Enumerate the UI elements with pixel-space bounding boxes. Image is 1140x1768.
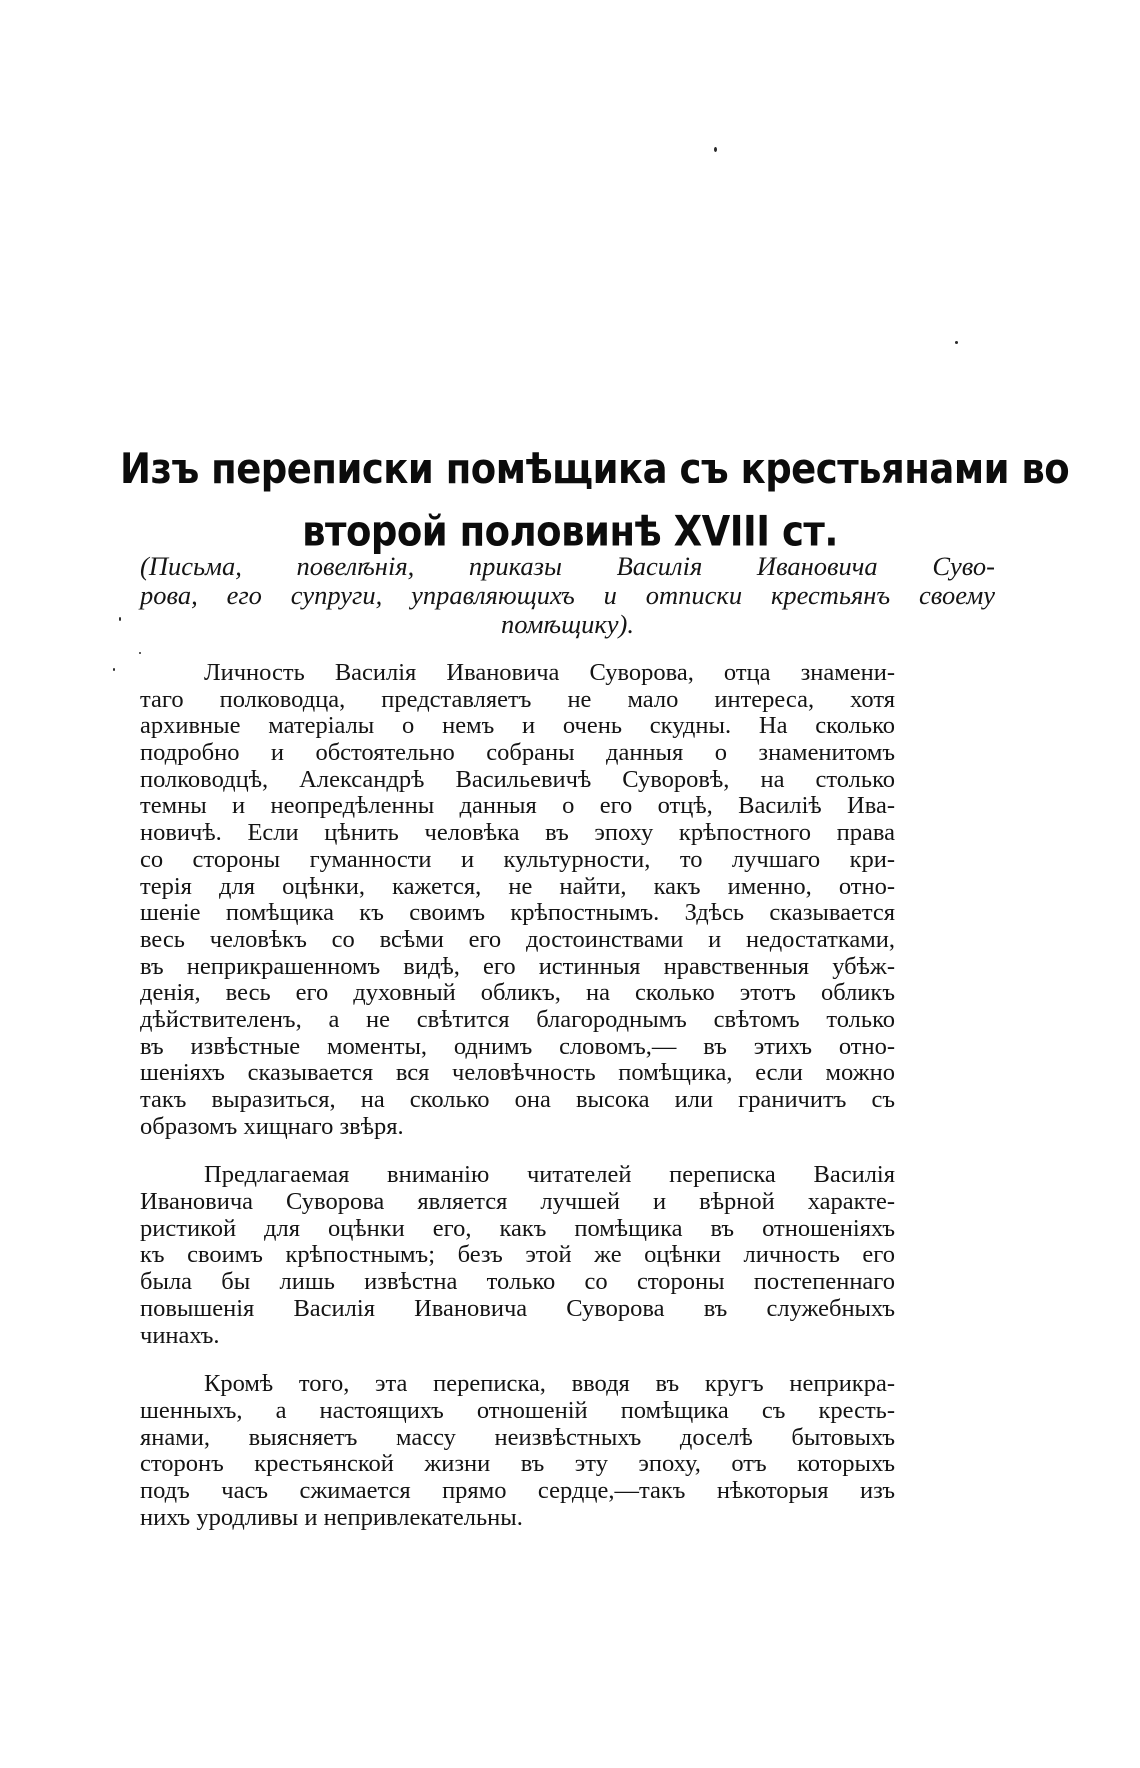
subtitle-line: рова, его супруги, управляющихъ и отписки крестьянъ своему	[140, 580, 995, 610]
text-line: терія для оцѣнки, кажется, не найти, какъ именно, отно-	[140, 872, 895, 900]
scan-speck	[955, 341, 958, 344]
text-line: со стороны гуманности и культурности, то лучшаго кри-	[140, 845, 895, 873]
text-line: сторонъ крестьянской жизни въ эту эпоху, отъ которыхъ	[140, 1450, 895, 1478]
text-line: такъ выразиться, на сколько она высока или граничитъ съ	[140, 1086, 895, 1113]
text-line: полководцѣ, Александрѣ Васильевичѣ Суворовѣ, на столько	[140, 765, 895, 793]
text-line: дѣйствителенъ, а не свѣтится благороднымъ свѣтомъ только	[140, 1005, 895, 1033]
text-line: архивные матеріалы о немъ и очень скудны. На сколько	[140, 712, 895, 740]
text-line: шеніяхъ сказывается вся человѣчность помѣщика, если можно	[140, 1059, 895, 1087]
text-line: Кромѣ того, эта переписка, вводя въ кругъ неприкра-	[204, 1370, 895, 1398]
paragraph-1	[140, 660, 895, 1140]
scan-speck	[714, 147, 717, 152]
text-line: повышенія Василія Ивановича Суворова въ служебныхъ	[140, 1294, 895, 1322]
subtitle-line: (Письма, повелѣнія, приказы Василія Ивановича Суво-	[140, 551, 995, 581]
text-line: къ своимъ крѣпостнымъ; безъ этой же оцѣнки личность его	[140, 1241, 895, 1269]
text-line: подъ часъ сжимается прямо сердце,—такъ нѣкоторыя изъ	[140, 1476, 895, 1504]
text-line: подробно и обстоятельно собраны данныя о знаменитомъ	[140, 739, 895, 767]
text-line: была бы лишь извѣстна только со стороны постепеннаго	[140, 1268, 895, 1296]
text-line: темны и неопредѣленны данныя о его отцѣ, Василіѣ Ива-	[140, 792, 895, 820]
text-line: Личность Василія Ивановича Суворова, отца знамени-	[204, 659, 895, 686]
text-line: денія, весь его духовный обликъ, на сколько этотъ обликъ	[140, 979, 895, 1007]
body-text	[140, 660, 895, 1553]
scan-speck	[113, 668, 115, 671]
text-line: нихъ уродливы и непривлекательны.	[140, 1503, 523, 1531]
text-line: шенныхъ, а настоящихъ отношеній помѣщика съ кресть-	[140, 1396, 895, 1424]
text-line: Ивановича Суворова является лучшей и вѣрной характе-	[140, 1188, 895, 1216]
text-line: новичѣ. Если цѣнить человѣка въ эпоху крѣпостного права	[140, 819, 895, 847]
text-line: таго полководца, представляетъ не мало интереса, хотя	[140, 685, 895, 713]
text-line: въ извѣстные моменты, однимъ словомъ,— въ этихъ отно-	[140, 1032, 895, 1060]
text-line: образомъ хищнаго звѣря.	[140, 1112, 404, 1140]
subtitle-line: помѣщику).	[501, 609, 634, 639]
paragraph-2	[140, 1162, 895, 1349]
text-line: ристикой для оцѣнки его, какъ помѣщика въ отношеніяхъ	[140, 1214, 895, 1242]
text-line: шеніе помѣщика къ своимъ крѣпостнымъ. Здѣсь сказывается	[140, 899, 895, 927]
page-title	[120, 438, 1070, 563]
title-line: Изъ переписки помѣщика съ крестьянами во	[120, 444, 1070, 493]
text-line: Предлагаемая вниманію читателей переписка Василія	[204, 1161, 895, 1189]
text-line: весь человѣкъ со всѣми его достоинствами и недостатками,	[140, 925, 895, 953]
paragraph-3	[140, 1371, 895, 1531]
text-line: въ неприкрашенномъ видѣ, его истинныя нравственныя убѣж-	[140, 952, 895, 980]
scan-speck	[139, 652, 141, 654]
text-line: янами, выясняетъ массу неизвѣстныхъ доселѣ бытовыхъ	[140, 1423, 895, 1451]
title-line: второй половинѣ XVIII ст.	[302, 507, 838, 556]
subtitle	[140, 552, 995, 639]
text-line: чинахъ.	[140, 1321, 220, 1349]
scan-speck	[119, 617, 121, 621]
